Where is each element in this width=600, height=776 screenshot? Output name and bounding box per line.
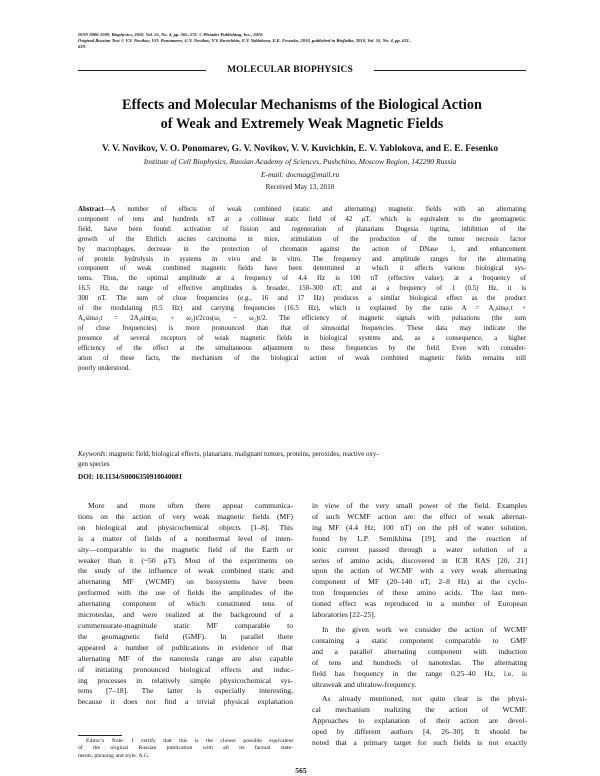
title-line-2: of Weak and Extremely Weak Magnetic Fields	[160, 116, 444, 132]
footnote-rule	[78, 735, 122, 736]
abstract-line: component of weak combined magnetic fields have been determined at which it affects various biological sys-	[78, 265, 526, 273]
contact-email: E-mail: docmag@mail.ru	[260, 170, 340, 179]
authors: V. V. Novikov, V. O. Ponomarev, G. V. Novikov, V. V. Kuvichkin, E. V. Yablokova, and E. E. Fesenko	[101, 144, 499, 154]
footnote-line: of the original Russian publication with all its factual state-	[78, 745, 293, 752]
body-line: sity—comparable to the magnetic field of the Earth or	[78, 544, 293, 554]
body-line: and a parallel alternating component with induction	[312, 646, 527, 656]
keywords-line	[78, 450, 526, 460]
keywords	[78, 450, 526, 470]
body-line: on biological and physicochemical objects [1–8]. This	[78, 522, 293, 532]
body-line: tems [7–18]. The latter is especially interesting,	[78, 686, 293, 696]
abstract-line: component of tens and hundreds nT at a collinear static field of 42 μT, which is equivalent to the geomagnetic	[78, 215, 526, 223]
editor-footnote	[78, 738, 293, 760]
section-rule-right	[374, 70, 526, 71]
body-line: upon the action of WCMF with a very weak alternating	[312, 566, 527, 576]
keywords-line: gen species	[78, 460, 110, 468]
body-line: cal mechanism realizing the action of WCMF.	[312, 705, 527, 715]
abstract-line: presence of several receptors of weak magnetic fields in biological systems and, as a consequence, a higher	[78, 334, 526, 342]
title-line-1: Effects and Molecular Mechanisms of the Biological Action	[122, 97, 482, 113]
body-line: weaker than it (~50 μT). Most of the experiments on	[78, 555, 293, 565]
body-line: commensurate-magnitude static MF comparable to	[78, 620, 293, 630]
footnote-line: Editor’s Note: I certify that this is the closest possible equivalent	[86, 738, 293, 744]
body-line: microteslas, and were realized at the background of a	[78, 610, 293, 620]
section-label: MOLECULAR BIOPHYSICS	[227, 65, 353, 75]
footnote-line: ments, phrasing and style. A.G.	[78, 752, 150, 759]
body-line: component of MF (20–140 nT; 2–8 Hz) at the cyclo-	[312, 577, 527, 587]
abstract-line: of protein hydrolysis in systems in vivo and in vitro. The frequency and amplitude ranges for the alternating	[78, 255, 526, 263]
body-right-column	[312, 501, 527, 749]
abstract-line: of the modulating (0.5 Hz) and carrying frequencies (16.5 Hz), which is explained by the ratio A = A₀sinω₁t +	[78, 305, 526, 313]
affiliation: Institute of Cell Biophysics, Russian Academy of Sciences, Pushchino, Moscow Region, 142290 Russia	[143, 157, 457, 166]
body-line: alternating component of which constituted tens of	[78, 599, 293, 609]
body-left-column	[78, 501, 293, 708]
body-line: in view of the very small power of the field. Examples	[312, 501, 527, 510]
abstract-line: by macrophages, decrease in the protection of chromatin against the action of DNase 1, and enhancement	[78, 245, 526, 253]
body-line: tions on the action of very weak magnetic fields (MF)	[78, 511, 293, 521]
abstract-line: 300 nT. The sum of close frequencies (e.g., 16 and 17 Hz) produces a similar biological effect as the product	[78, 295, 526, 303]
body-line: oped by different authors [4, 26–30]. It should be	[312, 727, 527, 737]
body-line: is a matter of fields of a nonthermal level of inten-	[78, 533, 293, 543]
body-line: ing processes in relatively simple physicochemical sys-	[78, 675, 293, 685]
body-line: of such WCMF action are: the effect of weak alternat-	[312, 511, 527, 521]
page-number: 565	[295, 766, 307, 775]
body-line: In the given work we consider the action of WCMF	[322, 624, 527, 634]
body-line: ultraweak and ultralow-frequency.	[312, 679, 417, 689]
body-line: tioned effect was reproduced in a number of European	[312, 599, 527, 609]
abstract-line: of close frequencies) is more pronounced than that of sinusoidal frequencies. These data may indicate the	[78, 324, 526, 332]
abstract-line-text: —A number of effects of weak combined (static and alternating) magnetic fields with an alternating	[103, 206, 526, 213]
body-line: alternating MF (WCMF) on biosystems have been	[78, 577, 293, 587]
body-line: field has frequency in the range 0.25–40 Hz, i.e. is	[312, 668, 527, 678]
body-line: ing MF (4.4 Hz; 100 nT) on the pH of water solution,	[312, 522, 527, 532]
abstract-line: efficiency of the effect at the simultaneous adjustment to these frequencies by the field. Even with consider-	[78, 344, 526, 352]
body-line: noted that a primary target for such fields is not exactly	[312, 738, 527, 748]
abstract-line: growth of the Ehrlich ascites carcinoma in mice, stimulation of the production of the tumor necrosis factor	[78, 235, 526, 243]
body-line: As already mentioned, not quite clear is the physi-	[322, 694, 527, 704]
abstract-line: poorly understood.	[78, 364, 131, 372]
journal-header-line-3: 639.	[78, 44, 87, 49]
abstract-line: tems. Thus, the optimal amplitude at a frequency of 4.4 Hz is 100 nT (effective value); at a frequency of	[78, 275, 526, 283]
received-date: Received May 13, 2010	[265, 183, 335, 191]
body-line: ionic current passed through a water solution of a	[312, 544, 527, 554]
body-line: of initiating pronounced biological effects and induc-	[78, 664, 293, 674]
body-line: the geomagnetic field (GMF). In parallel there	[78, 631, 293, 641]
abstract	[78, 205, 526, 373]
body-line: Approaches to explanation of their action are devel-	[312, 716, 527, 726]
body-line: appeared a number of publications in evidence of that	[78, 642, 293, 652]
abstract-lead: Abstract	[78, 206, 104, 213]
section-rule-left	[78, 70, 206, 71]
body-line: of tens and hundreds of nanoteslas. The alternating	[312, 657, 527, 667]
keywords-lead: Keywords	[78, 451, 106, 458]
body-line: tron frequencies of these amino acids. The last men-	[312, 588, 527, 598]
body-line: found by L.P. Semikhina [19], and the reaction of	[312, 533, 527, 543]
body-line: containing a static component comparable to GMF	[312, 635, 527, 645]
body-line: performed with the use of fields the amplitudes of the	[78, 588, 293, 598]
journal-header-line-2: Original Russian Text © V.V. Novikov, V.O. Ponomarev, G.V. Novikov, V.V. Kuvichkin, E.V. Yablokova, E.E. Fesenko, 2010, published in Biofizika, 2010, Vol. 55, No. 4, pp. 631–	[78, 38, 412, 43]
body-line: series of amino acids, discovered in ICB RAS [20, 21]	[312, 555, 527, 565]
body-line: laboratories [22–25].	[312, 610, 376, 620]
doi: DOI: 10.1134/S0006350910040081	[78, 473, 183, 481]
abstract-line: field, have been found: activation of fission and regeneration of planarians Dugesia tigrina, inhibition of the	[78, 225, 526, 233]
abstract-line: A₀sinω₂t = 2A₀sin(ω₁ + ω₂)t/2cos(ω₁ − ω₂)t/2. The efficiency of magnetic signals with pulsations (the sum	[78, 314, 526, 322]
body-line: More and more often there appear communica-	[88, 501, 293, 510]
journal-header-line-1: ISSN 0006-3509, Biophysics, 2010, Vol. 55, No. 4, pp. 565–572. © Pleiades Publishing, Inc., 2010.	[78, 32, 264, 37]
article-title	[78, 96, 526, 134]
abstract-line: 16.5 Hz, the range of effective amplitudes is broader, 150–300 nT; and at a frequency of 1 (0.5) Hz, it is	[78, 285, 526, 293]
abstract-line	[78, 205, 526, 215]
body-line: the study of the influence of weak combined static and	[78, 566, 293, 576]
abstract-line: ation of these facts, the mechanism of the biological action of weak combined magnetic fields remains still	[78, 354, 526, 362]
keywords-text: : magnetic field, biological effects, planarians, malignant tumors, proteins, peroxides, reactive oxy-	[105, 451, 379, 458]
body-line: because it does not find a trivial physical explanation	[78, 697, 293, 707]
body-line: alternating MF of the nanotesla range are also capable	[78, 653, 293, 663]
